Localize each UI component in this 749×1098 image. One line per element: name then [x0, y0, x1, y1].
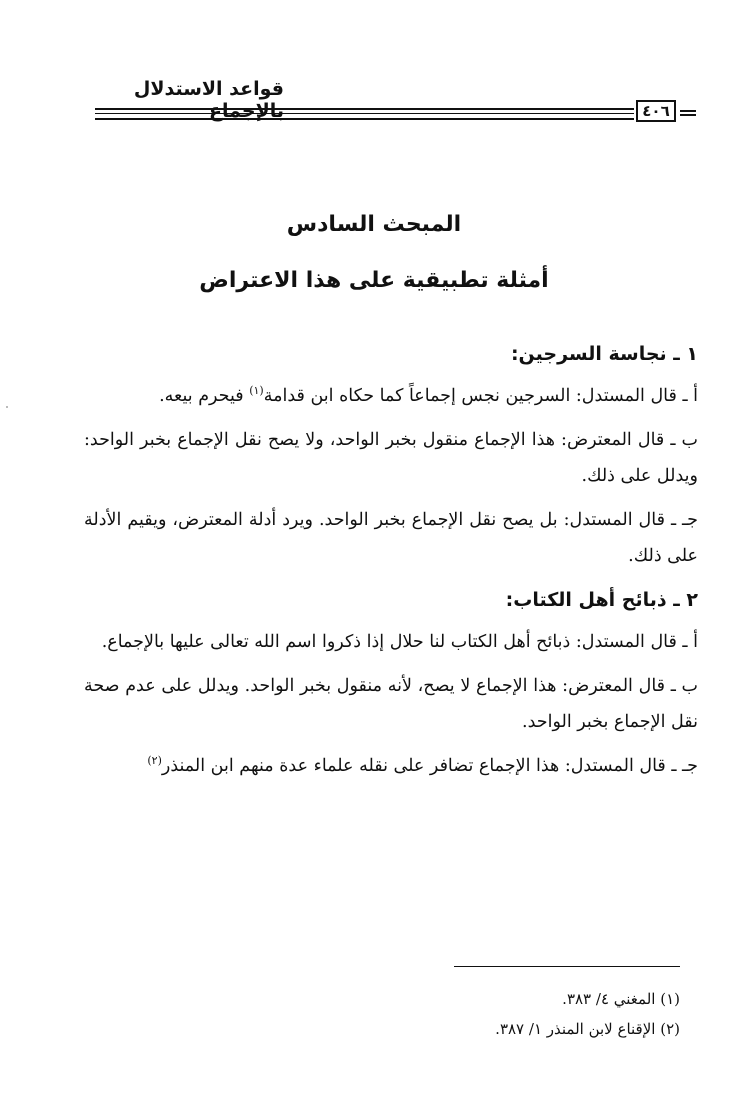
paragraph-text: جـ ـ قال المستدل: بل يصح نقل الإجماع بخبر الواحد. ويرد أدلة المعترض، ويقيم الأدلة على ذلك.	[84, 510, 698, 566]
paragraph	[84, 668, 698, 740]
header-rule	[95, 108, 634, 110]
topic-heading: ٢ ـ ذبائح أهل الكتاب:	[505, 589, 698, 611]
paragraph	[84, 624, 698, 660]
running-title: قواعد الاستدلال بالإجماع	[133, 78, 284, 122]
topic-heading: ١ ـ نجاسة السرجين:	[510, 343, 698, 365]
paragraph-text: ب ـ قال المعترض: هذا الإجماع منقول بخبر الواحد، ولا يصح نقل الإجماع بخبر الواحد: ويدلل على ذلك.	[84, 430, 698, 486]
scan-speck	[6, 406, 8, 408]
footnote-separator	[454, 966, 680, 967]
footnote-marker[interactable]: (٢)	[147, 754, 162, 768]
page-number: ٤٠٦	[636, 100, 676, 122]
paragraph	[84, 422, 698, 494]
paragraph	[84, 378, 698, 414]
paragraph	[84, 502, 698, 574]
paragraph-text: ب ـ قال المعترض: هذا الإجماع لا يصح، لأنه منقول بخبر الواحد. ويدلل على عدم صحة نقل الإجماع بخبر الواحد.	[84, 676, 698, 732]
page-number-rule	[680, 114, 696, 116]
footnote-marker[interactable]: (١)	[249, 384, 264, 398]
footnote: (٢) الإقناع لابن المنذر ١/ ٣٨٧.	[495, 1020, 680, 1038]
paragraph	[84, 748, 698, 784]
header-rule	[95, 118, 634, 120]
footnote: (١) المغني ٤/ ٣٨٣.	[562, 990, 680, 1008]
paragraph-text: أ ـ قال المستدل: السرجين نجس إجماعاً كما حكاه ابن قدامة	[263, 386, 698, 406]
section-subtitle: أمثلة تطبيقية على هذا الاعتراض	[199, 268, 549, 293]
paragraph-text: جـ ـ قال المستدل: هذا الإجماع تضافر على نقله علماء عدة منهم ابن المنذر	[161, 756, 698, 776]
paragraph-text-tail: فيحرم بيعه.	[159, 386, 250, 406]
page-number-rule	[680, 110, 696, 112]
footnotes	[300, 984, 680, 1044]
header-rule	[95, 113, 634, 114]
paragraph-text: أ ـ قال المستدل: ذبائح أهل الكتاب لنا حلال إذا ذكروا اسم الله تعالى عليها بالإجماع.	[101, 632, 698, 652]
body-text	[84, 330, 698, 792]
section-title: المبحث السادس	[286, 212, 462, 237]
